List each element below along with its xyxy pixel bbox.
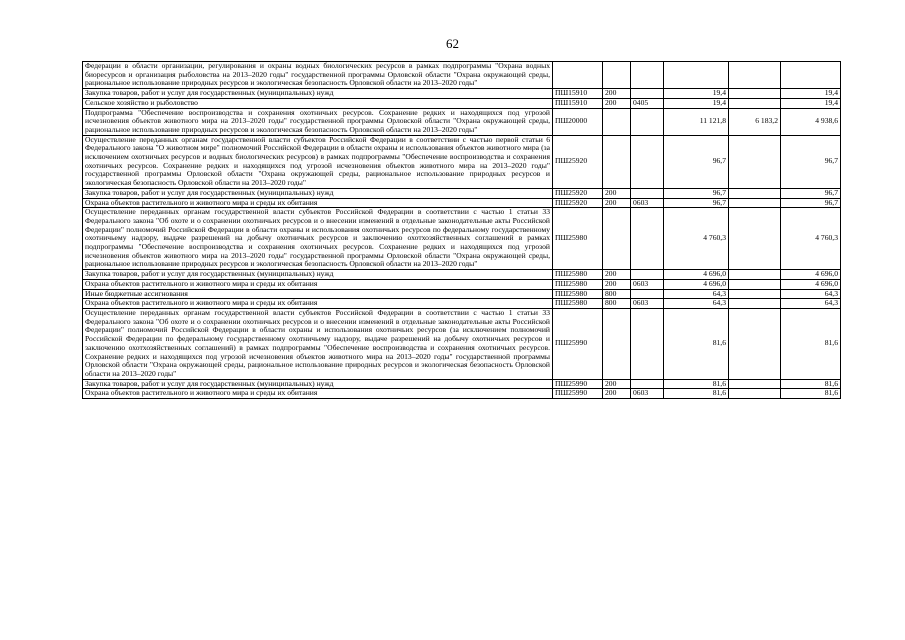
row-regional: 4 696,0 <box>781 279 841 289</box>
row-code: ПШ25980 <box>553 279 603 289</box>
row-section <box>631 379 664 389</box>
row-code: ПШ25980 <box>553 289 603 299</box>
row-section <box>631 89 664 99</box>
row-expense-type <box>603 308 631 379</box>
row-federal <box>729 308 781 379</box>
row-code: ПШ25920 <box>553 188 603 198</box>
row-description: Охрана объектов растительного и животного мира и среды их обитания <box>83 299 553 309</box>
row-section <box>631 188 664 198</box>
table-row <box>83 389 841 399</box>
row-description: Закупка товаров, работ и услуг для государственных (муниципальных) нужд <box>83 270 553 280</box>
row-description: Осуществление переданных органам государственной власти субъектов Российской Федерации в соответствии с частью первой статьи 6 Федерального закона "О животном мире" полномочий Российской Федерации в области охраны и использования объектов животного мира (за исключением охотничьих ресурсов и водных биологических ресурсов) в рамках подпрограммы "Обеспечение воспроизводства и сохранения охотничьих ресурсов. Сохранение редких и находящихся под угрозой исчезновения объектов животного мира на 2013–2020 годы" государственной программы Орловской области "Охрана окружающей среды, рациональное использование природных ресурсов и экологическая безопасность Орловской области на 2013–2020 годы" <box>83 135 553 188</box>
row-expense-type: 200 <box>603 270 631 280</box>
row-total: 19,4 <box>664 89 729 99</box>
row-regional: 4 760,3 <box>781 208 841 270</box>
row-section: 0603 <box>631 299 664 309</box>
row-federal <box>729 62 781 89</box>
row-total: 4 696,0 <box>664 270 729 280</box>
row-expense-type: 200 <box>603 279 631 289</box>
row-expense-type: 200 <box>603 389 631 399</box>
table-row <box>83 135 841 188</box>
row-description: Осуществление переданных органам государственной власти субъектов Российской Федерации в соответствии с частью 1 статьи 33 Федерального закона "Об охоте и о сохранении охотничьих ресурсов и о внесении изменений в отдельные законодательные акты Российской Федерации" полномочий Российской Федерации в области охраны и использования охотничьих ресурсов по федеральному государственному охотничьему надзору, выдаче разрешений на добычу охотничьих ресурсов и заключению охотхозяйственных соглашений в рамках подпрограммы "Обеспечение воспроизводства и сохранения охотничьих ресурсов. Сохранение редких и находящихся под угрозой исчезновения объектов животного мира на 2013–2020 годы" государственной программы Орловской области "Охрана окружающей среды, рациональное использование природных ресурсов и экологическая безопасность Орловской области на 2013–2020 годы" <box>83 208 553 270</box>
row-federal <box>729 270 781 280</box>
row-total: 64,3 <box>664 299 729 309</box>
row-section <box>631 289 664 299</box>
row-total: 81,6 <box>664 308 729 379</box>
row-total: 11 121,8 <box>664 108 729 135</box>
row-federal <box>729 379 781 389</box>
row-expense-type <box>603 62 631 89</box>
table-row <box>83 62 841 89</box>
row-regional: 81,6 <box>781 389 841 399</box>
table-row <box>83 98 841 108</box>
row-total: 81,6 <box>664 379 729 389</box>
row-regional: 96,7 <box>781 198 841 208</box>
row-regional: 19,4 <box>781 89 841 99</box>
row-description: Закупка товаров, работ и услуг для государственных (муниципальных) нужд <box>83 188 553 198</box>
row-description: Иные бюджетные ассигнования <box>83 289 553 299</box>
row-description: Федерации в области организации, регулирования и охраны водных биологических ресурсов в рамках подпрограммы "Охрана водных биоресурсов и организация рыболовства на 2013–2020 годы" государственной программы Орловской области "Охрана окружающей среды, рациональное использование природных ресурсов и экологическая безопасность Орловской области на 2013–2020 годы" <box>83 62 553 89</box>
table-row <box>83 89 841 99</box>
row-total: 96,7 <box>664 188 729 198</box>
row-expense-type: 200 <box>603 98 631 108</box>
row-code: ПШ20000 <box>553 108 603 135</box>
row-code: ПШ25990 <box>553 379 603 389</box>
row-expense-type: 200 <box>603 89 631 99</box>
row-section: 0405 <box>631 98 664 108</box>
row-expense-type <box>603 208 631 270</box>
row-federal <box>729 389 781 399</box>
row-code: ПШ25920 <box>553 198 603 208</box>
table-row <box>83 198 841 208</box>
row-section <box>631 135 664 188</box>
row-section <box>631 108 664 135</box>
row-federal <box>729 89 781 99</box>
table-row <box>83 299 841 309</box>
row-code: ПШ25980 <box>553 299 603 309</box>
table-row <box>83 108 841 135</box>
row-regional: 81,6 <box>781 379 841 389</box>
row-expense-type: 800 <box>603 289 631 299</box>
row-description: Закупка товаров, работ и услуг для государственных (муниципальных) нужд <box>83 379 553 389</box>
row-total: 64,3 <box>664 289 729 299</box>
row-expense-type <box>603 108 631 135</box>
row-total: 4 696,0 <box>664 279 729 289</box>
row-expense-type: 200 <box>603 198 631 208</box>
row-regional: 19,4 <box>781 98 841 108</box>
row-code: ПШ25920 <box>553 135 603 188</box>
row-section: 0603 <box>631 389 664 399</box>
row-code: ПШ15910 <box>553 98 603 108</box>
row-code: ПШ15910 <box>553 89 603 99</box>
row-federal: 6 183,2 <box>729 108 781 135</box>
row-regional: 64,3 <box>781 299 841 309</box>
row-regional: 64,3 <box>781 289 841 299</box>
row-section <box>631 208 664 270</box>
row-code: ПШ25980 <box>553 270 603 280</box>
row-total: 96,7 <box>664 198 729 208</box>
table-row <box>83 308 841 379</box>
row-section: 0603 <box>631 279 664 289</box>
row-total: 19,4 <box>664 98 729 108</box>
row-code: ПШ25990 <box>553 389 603 399</box>
row-code <box>553 62 603 89</box>
row-total: 4 760,3 <box>664 208 729 270</box>
row-description: Сельское хозяйство и рыболовство <box>83 98 553 108</box>
row-section <box>631 62 664 89</box>
page-number: 62 <box>446 36 459 51</box>
row-federal <box>729 279 781 289</box>
row-regional <box>781 62 841 89</box>
row-expense-type: 200 <box>603 379 631 389</box>
row-federal <box>729 289 781 299</box>
row-code: ПШ25990 <box>553 308 603 379</box>
row-total: 81,6 <box>664 389 729 399</box>
row-federal <box>729 198 781 208</box>
row-section <box>631 308 664 379</box>
row-section <box>631 270 664 280</box>
row-federal <box>729 135 781 188</box>
row-federal <box>729 98 781 108</box>
row-description: Осуществление переданных органам государственной власти субъектов Российской Федерации в соответствии с частью 1 статьи 33 Федерального закона "Об охоте и о сохранении охотничьих ресурсов и о внесении изменений в отдельные законодательные акты Российской Федерации" полномочий Российской Федерации в области охраны и использования охотничьих ресурсов (за исключением полномочий Российской Федерации по федеральному государственному охотничьему надзору, выдаче разрешений на добычу охотничьих ресурсов и заключению охотхозяйственных соглашений) в рамках подпрограммы "Обеспечение воспроизводства и сохранения охотничьих ресурсов. Сохранение редких и находящихся под угрозой исчезновения объектов животного мира на 2013–2020 годы" государственной программы Орловской области "Охрана окружающей среды, рациональное использование природных ресурсов и экологическая безопасность Орловской области на 2013–2020 годы" <box>83 308 553 379</box>
row-federal <box>729 208 781 270</box>
table-row <box>83 270 841 280</box>
table-row <box>83 279 841 289</box>
row-total <box>664 62 729 89</box>
row-description: Подпрограмма "Обеспечение воспроизводства и сохранения охотничьих ресурсов. Сохранение редких и находящихся под угрозой исчезновения объектов животного мира на 2013–2020 годы" государственной программы Орловской области "Охрана окружающей среды, рациональное использование природных ресурсов и экологическая безопасность Орловской области на 2013–2020 годы" <box>83 108 553 135</box>
row-description: Охрана объектов растительного и животного мира и среды их обитания <box>83 198 553 208</box>
row-description: Охрана объектов растительного и животного мира и среды их обитания <box>83 389 553 399</box>
row-expense-type: 800 <box>603 299 631 309</box>
table-row <box>83 208 841 270</box>
row-expense-type <box>603 135 631 188</box>
table-row <box>83 379 841 389</box>
row-federal <box>729 188 781 198</box>
row-regional: 96,7 <box>781 188 841 198</box>
row-code: ПШ25980 <box>553 208 603 270</box>
row-federal <box>729 299 781 309</box>
row-expense-type: 200 <box>603 188 631 198</box>
table-row <box>83 188 841 198</box>
row-regional: 81,6 <box>781 308 841 379</box>
table-row <box>83 289 841 299</box>
row-section: 0603 <box>631 198 664 208</box>
row-regional: 4 938,6 <box>781 108 841 135</box>
row-regional: 4 696,0 <box>781 270 841 280</box>
row-regional: 96,7 <box>781 135 841 188</box>
row-description: Закупка товаров, работ и услуг для государственных (муниципальных) нужд <box>83 89 553 99</box>
row-total: 96,7 <box>664 135 729 188</box>
row-description: Охрана объектов растительного и животного мира и среды их обитания <box>83 279 553 289</box>
budget-table <box>82 61 841 399</box>
